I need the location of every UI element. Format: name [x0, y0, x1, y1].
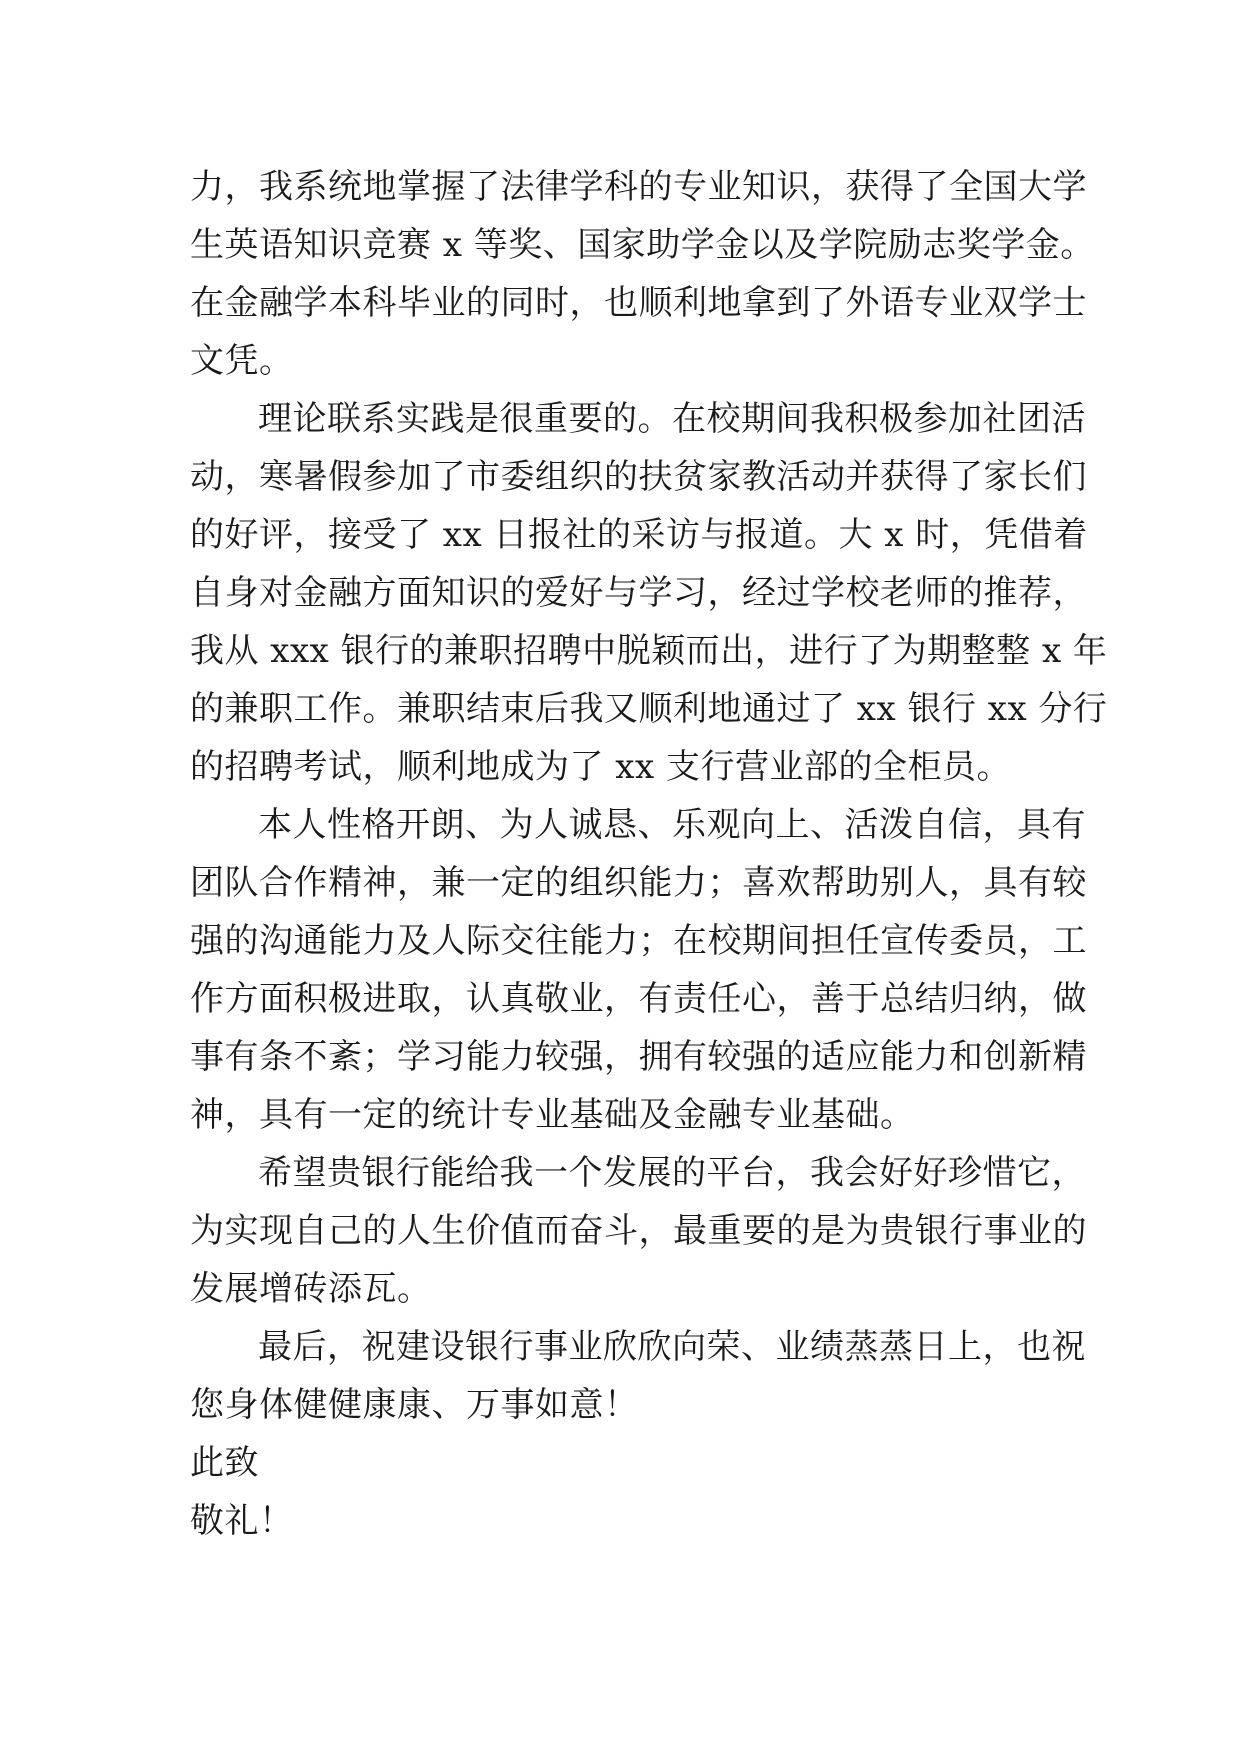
paragraph-line: 作方面积极进取，认真敬业，有责任心，善于总结归纳，做 — [190, 979, 1087, 1019]
paragraph-line: 最后，祝建设银行事业欣欣向荣、业绩蒸蒸日上，也祝 — [258, 1327, 1086, 1367]
paragraph-line: 理论联系实践是很重要的。在校期间我积极参加社团活 — [258, 399, 1086, 439]
closing-regards: 敬礼！ — [190, 1501, 294, 1541]
letter-body — [190, 158, 1108, 1550]
paragraph-line: 文凭。 — [190, 341, 294, 381]
paragraph-line: 在金融学本科毕业的同时，也顺利地拿到了外语专业双学士 — [190, 283, 1087, 323]
paragraph-line: 您身体健健康康、万事如意！ — [190, 1385, 639, 1425]
paragraph-line: 事有条不紊；学习能力较强，拥有较强的适应能力和创新精 — [190, 1037, 1087, 1077]
paragraph-line: 生英语知识竞赛 x 等奖、国家助学金以及学院励志奖学金。 — [190, 225, 1095, 265]
paragraph-line: 动，寒暑假参加了市委组织的扶贫家教活动并获得了家长们 — [190, 457, 1087, 497]
paragraph-line: 的好评，接受了 xx 日报社的采访与报道。大 x 时，凭借着 — [190, 515, 1088, 555]
closing-salutation: 此致 — [190, 1443, 259, 1483]
paragraph-line: 发展增砖添瓦。 — [190, 1269, 432, 1309]
paragraph-line: 为实现自己的人生价值而奋斗，最重要的是为贵银行事业的 — [190, 1211, 1087, 1251]
paragraph-line: 我从 xxx 银行的兼职招聘中脱颖而出，进行了为期整整 x 年 — [190, 631, 1108, 671]
paragraph-line: 力，我系统地掌握了法律学科的专业知识，获得了全国大学 — [190, 167, 1087, 207]
paragraph-line: 神，具有一定的统计专业基础及金融专业基础。 — [190, 1095, 915, 1135]
paragraph-line: 的招聘考试，顺利地成为了 xx 支行营业部的全柜员。 — [190, 747, 1011, 787]
paragraph-line: 希望贵银行能给我一个发展的平台，我会好好珍惜它， — [258, 1153, 1086, 1193]
paragraph-line: 自身对金融方面知识的爱好与学习，经过学校老师的推荐， — [190, 573, 1087, 613]
paragraph-line: 本人性格开朗、为人诚恳、乐观向上、活泼自信，具有 — [258, 805, 1086, 845]
paragraph-line: 强的沟通能力及人际交往能力；在校期间担任宣传委员，工 — [190, 921, 1087, 961]
paragraph-line: 的兼职工作。兼职结束后我又顺利地通过了 xx 银行 xx 分行 — [190, 689, 1108, 729]
paragraph-line: 团队合作精神，兼一定的组织能力；喜欢帮助别人，具有较 — [190, 863, 1087, 903]
